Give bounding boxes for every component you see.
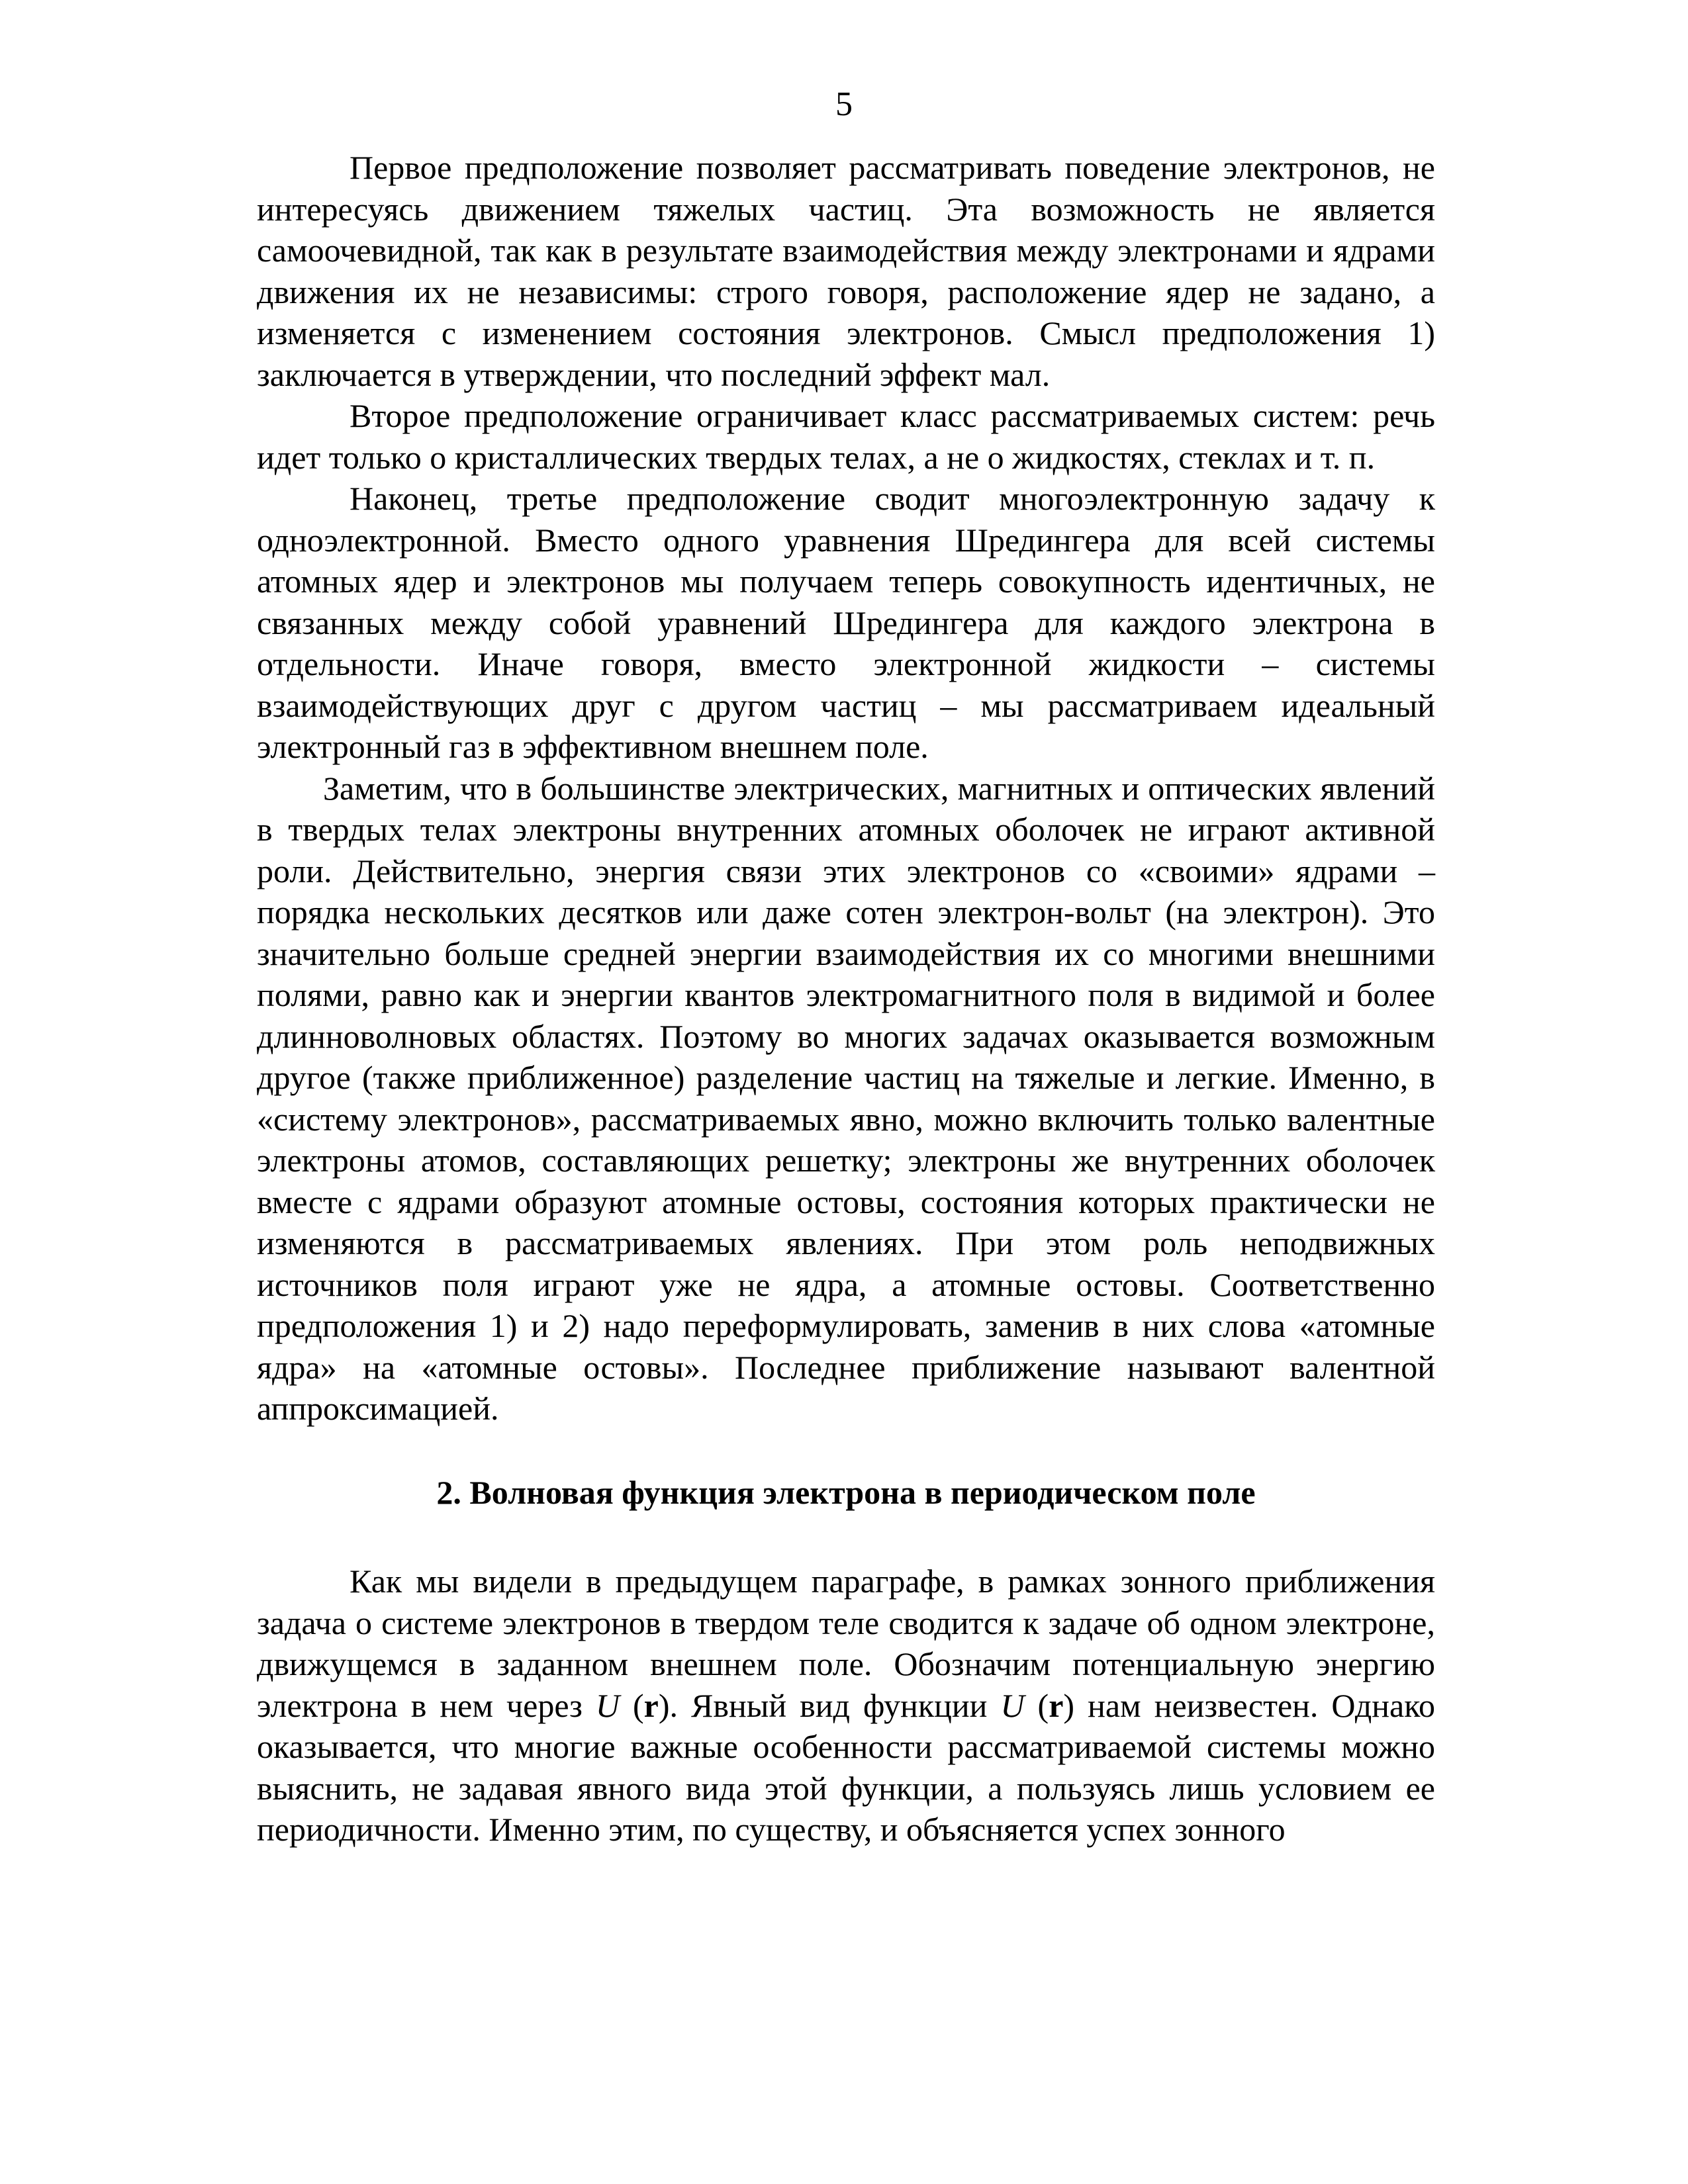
math-paren-open: (: [620, 1686, 644, 1724]
math-var-U: U: [1000, 1686, 1025, 1724]
math-vec-r: r: [643, 1686, 659, 1724]
section-heading: 2. Волновая функция электрона в периодическом поле: [436, 1473, 1256, 1511]
text-part-3: ) нам неизвестен. Однако оказывается, что многие важные особенности рассматриваемой системы можно выяснить, не задавая явного вида этой функции, а пользуясь лишь условием ее периодичности. Именно этим, по существу, и объясняется успех зонного: [257, 1686, 1435, 1848]
paragraph-first-assumption: Первое предположение позволяет рассматривать поведение электронов, не интересуясь движением тяжелых частиц. Эта возможность не является самоочевидной, так как в результате взаимодействия между электронами и ядрами движения их не независимы: строго говоря, расположение ядер не задано, а изменяется с изменением состояния электронов. Смысл предположения 1) заключается в утверждении, что последний эффект мал.: [257, 149, 1435, 393]
math-var-U: U: [595, 1686, 620, 1724]
page-content: [257, 147, 1435, 1850]
page-number: 5: [835, 85, 853, 123]
paragraph-valence-approximation: Заметим, что в большинстве электрических, магнитных и оптических явлений в твердых телах электроны внутренних атомных оболочек не играют активной роли. Действительно, энергия связи этих электронов со «своими» ядрами – порядка нескольких десятков или даже сотен электрон-вольт (на электрон). Это значительно больше средней энергии взаимодействия их со многими внешними полями, равно как и энергии квантов электромагнитного поля в видимой и более длинноволновых областях. Поэтому во многих задачах оказывается возможным другое (также приближенное) разделение частиц на тяжелые и легкие. Именно, в «систему электронов», рассматриваемых явно, можно включить только валентные электроны атомов, составляющих решетку; электроны же внутренних оболочек вместе с ядрами образуют атомные остовы, состояния которых практически не изменяются в рассматриваемых явлениях. При этом роль неподвижных источников поля играют уже не ядра, а атомные остовы. Соответственно предположения 1) и 2) надо переформулировать, заменив в них слова «атомные ядра» на «атомные остовы». Последнее приближение называют валентной аппроксимацией.: [257, 769, 1435, 1427]
paragraph-third-assumption: Наконец, третье предположение сводит многоэлектронную задачу к одноэлектронной. Вместо одного уравнения Шредингера для всей системы атомных ядер и электронов мы получаем теперь совокупность идентичных, не связанных между собой уравнений Шредингера для каждого электрона в отдельности. Иначе говоря, вместо электронной жидкости – системы взаимодействующих друг с другом частиц – мы рассматриваем идеальный электронный газ в эффективном внешнем поле.: [257, 480, 1435, 765]
text-part-1: Как мы видели в предыдущем параграфе, в рамках зонного приближения задача о системе электронов в твердом теле сводится к задаче об одном электроне, движущемся в заданном внешнем поле. Обозначим потенциальную энергию электрона в нем через: [257, 1563, 1435, 1724]
math-paren-open: (: [1024, 1686, 1049, 1724]
paragraph-second-assumption: Второе предположение ограничивает класс рассматриваемых систем: речь идет только о кристаллических твердых телах, а не о жидкостях, стеклах и т. п.: [257, 397, 1435, 476]
paragraph-periodic-field: [257, 1561, 1435, 1850]
text-part-2: ). Явный вид функции: [658, 1686, 1001, 1724]
math-vec-r: r: [1049, 1686, 1064, 1724]
